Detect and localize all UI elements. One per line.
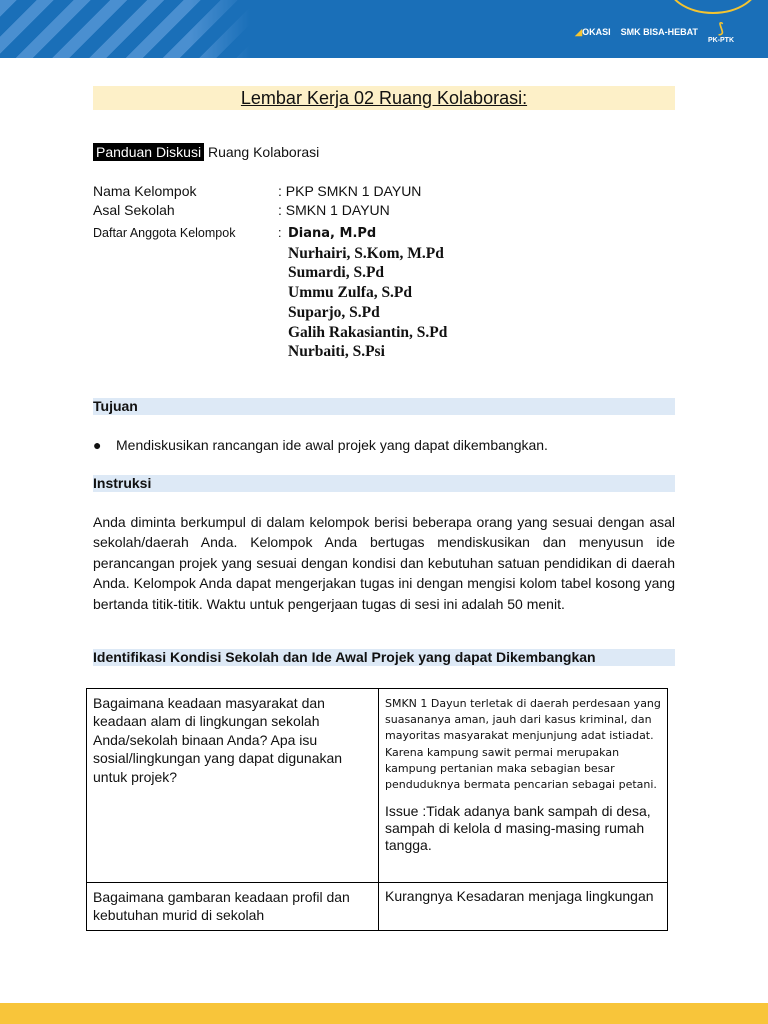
answer-text: SMKN 1 Dayun terletak di daerah perdesaan yang suasananya aman, jauh dari kasus kriminal, dan mayoritas masyarakat menjunjung adat istiadat. Karena kampung sawit permai merupakan kampung pertanian maka sebagian besar penduduknya bermata pencarian sebagai petani. (385, 697, 661, 792)
okasi-logo: ◢OKASI (575, 26, 611, 37)
nama-kelompok-row (93, 183, 422, 199)
table-row (87, 883, 668, 931)
footer-bar (0, 1003, 768, 1024)
smk-logo: SMK BISA-HEBAT (620, 26, 698, 37)
page-title: Lembar Kerja 02 Ruang Kolaborasi: (240, 88, 528, 108)
table-row (87, 689, 668, 883)
pk-ptk-logo: ⟆ PK-PTK (707, 20, 734, 44)
anggota-label: Daftar Anggota Kelompok (93, 226, 236, 240)
instruksi-text: Anda diminta berkumpul di dalam kelompok berisi beberapa orang yang sesuai dengan asal sekolah/daerah Anda. Kelompok Anda bertugas mendiskusikan dan menyusun ide perancangan projek yang sesuai dengan kondisi dan kebutuhan satuan pendidikan di daerah Anda. Kelompok Anda dapat mengerjakan tugas ini dengan mengisi kolom tabel kosong yang bertanda titik-titik. Waktu untuk pengerjaan tugas di sesi ini adalah 50 menit. (93, 514, 675, 612)
tujuan-heading: Tujuan (93, 398, 675, 415)
issue-text: Issue :Tidak adanya bank sampah di desa, sampah di kelola d masing-masing rumah tangga. (385, 803, 651, 854)
identifikasi-heading: Identifikasi Kondisi Sekolah dan Ide Awal Projek yang dapat Dikembangkan (93, 649, 675, 666)
identifikasi-table (86, 688, 668, 931)
panduan-text: Ruang Kolaborasi (207, 144, 320, 160)
member-name: Sumardi, S.Pd (288, 264, 385, 282)
asal-sekolah-value: : SMKN 1 DAYUN (278, 202, 390, 218)
member-name: Nurhairi, S.Kom, M.Pd (288, 244, 444, 262)
answer-cell[interactable] (379, 883, 668, 931)
asal-sekolah-row (93, 202, 390, 218)
question-cell (87, 689, 379, 883)
header-stripes (0, 0, 250, 58)
panduan-line (93, 144, 319, 160)
asal-sekolah-label: Asal Sekolah (93, 202, 175, 218)
anggota-colon: : (278, 226, 282, 240)
anggota-row (93, 226, 282, 240)
page-title-bar (93, 86, 675, 110)
answer-cell[interactable] (379, 689, 668, 883)
tujuan-item (93, 437, 548, 453)
member-name: Diana, M.Pd (288, 226, 377, 241)
tujuan-text: Mendiskusikan rancangan ide awal projek yang dapat dikembangkan. (116, 437, 548, 453)
question-text: Bagaimana keadaan masyarakat dan keadaan alam di lingkungan sekolah Anda/sekolah binaan Anda? Apa isu sosial/lingkungan yang dapat digunakan untuk projek? (93, 695, 343, 785)
member-name: Ummu Zulfa, S.Pd (288, 284, 413, 302)
bullet-icon: ● (93, 437, 102, 453)
member-name: Suparjo, S.Pd (288, 303, 380, 321)
header-logos (575, 18, 734, 46)
nama-kelompok-value: : PKP SMKN 1 DAYUN (278, 183, 422, 199)
panduan-label: Panduan Diskusi (93, 143, 204, 161)
header-banner (0, 0, 768, 58)
instruksi-heading: Instruksi (93, 475, 675, 492)
member-name: Galih Rakasiantin, S.Pd (288, 323, 448, 341)
question-cell (87, 883, 379, 931)
nama-kelompok-label: Nama Kelompok (93, 183, 197, 199)
member-list (288, 224, 447, 362)
answer-text: Kurangnya Kesadaran menjaga lingkungan (385, 888, 654, 904)
member-name: Nurbaiti, S.Psi (288, 343, 385, 361)
question-text: Bagaimana gambaran keadaan profil dan kebutuhan murid di sekolah (93, 889, 350, 924)
header-arc-decoration (666, 0, 760, 14)
